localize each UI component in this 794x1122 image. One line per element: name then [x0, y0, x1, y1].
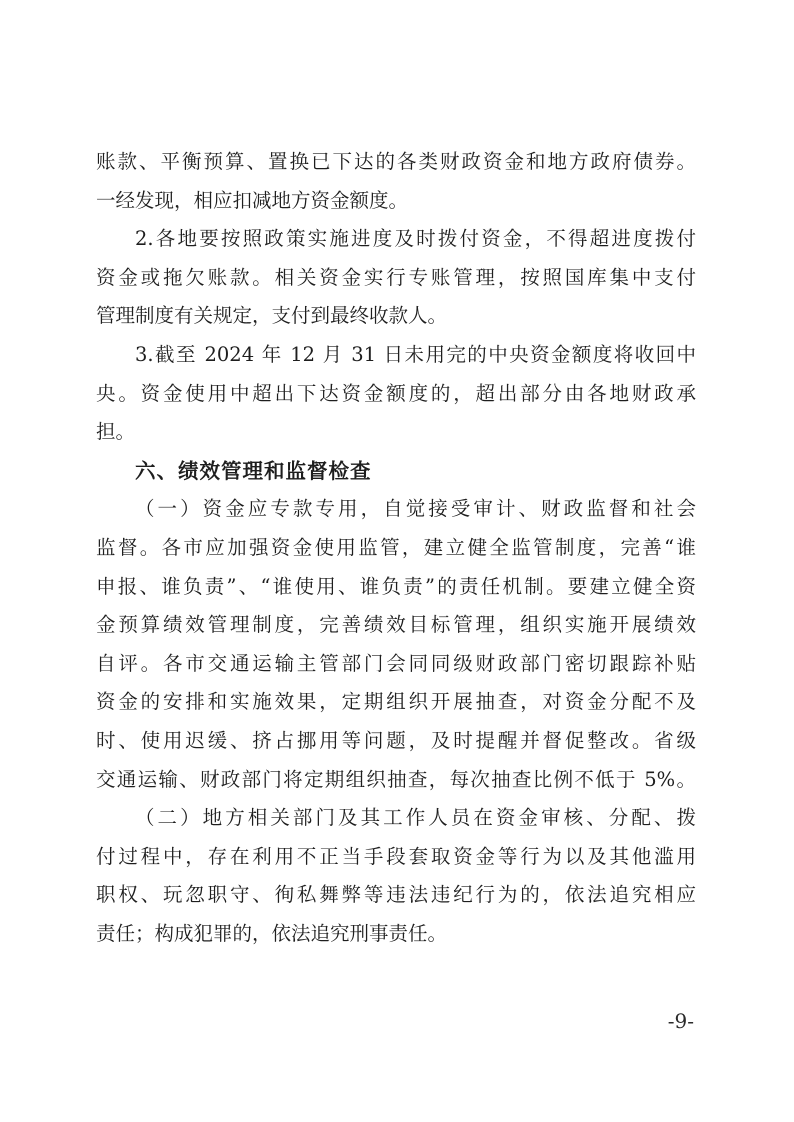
body-line: 3.截至 2024 年 12 月 31 日未用完的中央资金额度将收回中: [135, 342, 696, 366]
body-line: 责任；构成犯罪的，依法追究刑事责任。: [96, 921, 448, 945]
body-line: 金预算绩效管理制度，完善绩效目标管理，组织实施开展绩效: [96, 613, 696, 637]
body-line: 付过程中，存在利用不正当手段套取资金等行为以及其他滥用: [96, 844, 696, 868]
body-line: （一）资金应专款专用，自觉接受审计、财政监督和社会: [135, 497, 696, 521]
body-line: 资金或拖欠账款。相关资金实行专账管理，按照国库集中支付: [96, 265, 696, 289]
section-heading: 六、绩效管理和监督检查: [135, 458, 372, 483]
body-line: 时、使用迟缓、挤占挪用等问题，及时提醒并督促整改。省级: [96, 728, 696, 752]
body-line: 自评。各市交通运输主管部门会同同级财政部门密切跟踪补贴: [96, 651, 696, 675]
body-line: 2.各地要按照政策实施进度及时拨付资金，不得超进度拨付: [135, 227, 696, 251]
body-line: 申报、谁负责”、“谁使用、谁负责”的责任机制。要建立健全资: [96, 574, 696, 598]
body-line: （二）地方相关部门及其工作人员在资金审核、分配、拨: [135, 806, 696, 830]
body-line: 交通运输、财政部门将定期组织抽查，每次抽查比例不低于 5%。: [96, 767, 696, 791]
body-line: 央。资金使用中超出下达资金额度的，超出部分由各地财政承: [96, 381, 696, 405]
body-line: 账款、平衡预算、置换已下达的各类财政资金和地方政府债券。: [96, 150, 696, 173]
body-line: 监督。各市应加强资金使用监管，建立健全监管制度，完善“谁: [96, 535, 696, 559]
body-line: 一经发现，相应扣减地方资金额度。: [96, 188, 409, 212]
body-line: 资金的安排和实施效果，定期组织开展抽查，对资金分配不及: [96, 690, 696, 714]
body-line: 职权、玩忽职守、徇私舞弊等违法违纪行为的，依法追究相应: [96, 883, 696, 907]
body-line: 管理制度有关规定，支付到最终收款人。: [96, 304, 448, 328]
page-number: -9-: [667, 1009, 694, 1033]
body-line: 担。: [96, 420, 136, 444]
document-body: [96, 143, 696, 953]
